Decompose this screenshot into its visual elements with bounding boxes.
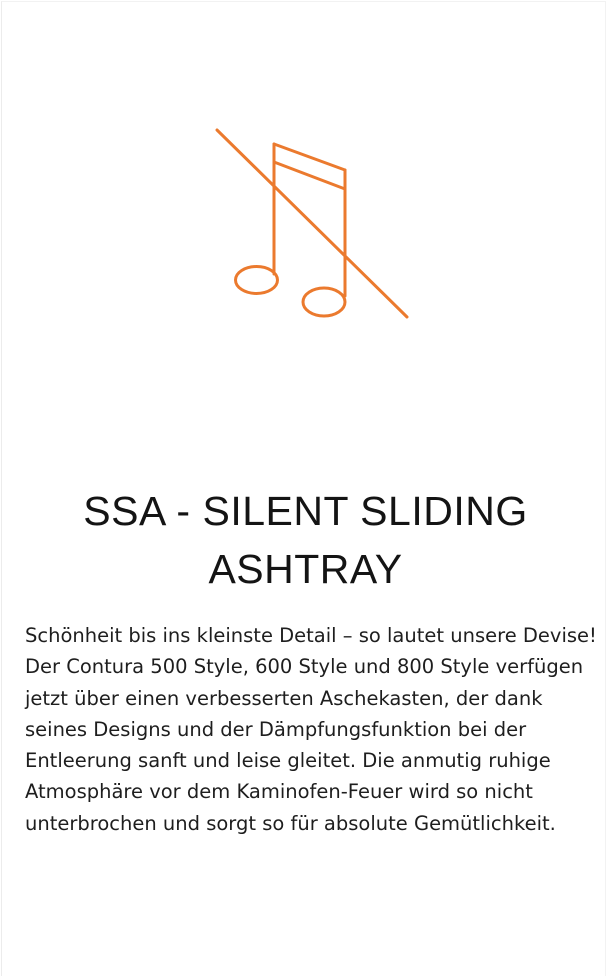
- music-note-muted-icon: [202, 122, 422, 332]
- feature-description: Schönheit bis ins kleinste Detail – so lautet unsere Devise! Der Contura 500 Style, 600 Style und 800 Style verfügen jetzt über einen verbesserten Aschekasten, der dank seines Designs und der Dämpfungsfunktion bei der Entleerung sanft und leise gleitet. Die anmutig ruhige Atmosphäre vor dem Kaminofen-Feuer wird so nicht unterbrochen und sorgt so für absolute Gemütlichkeit.: [25, 624, 597, 835]
- feature-card: [1, 1, 606, 976]
- feature-title: SSA - SILENT SLIDING ASHTRAY: [83, 488, 528, 592]
